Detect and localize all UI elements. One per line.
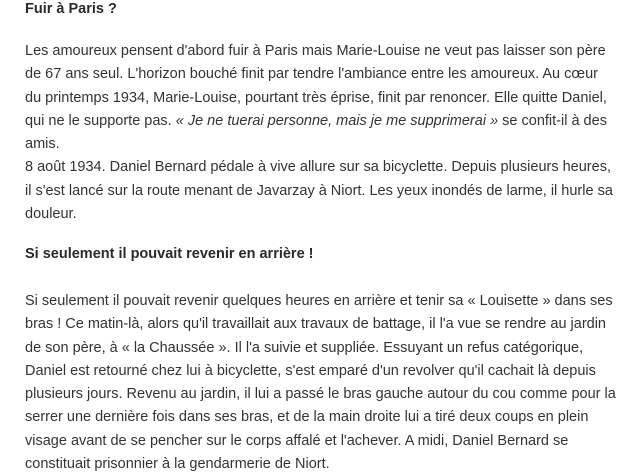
paragraph-line: bras ! Ce matin-là, alors qu'il travaillait aux travaux de battage, il l'a vue se rendre au jardin	[25, 316, 606, 333]
paragraph-line: 8 août 1934. Daniel Bernard pédale à vive allure sur sa bicyclette. Depuis plusieurs heures,	[25, 159, 611, 176]
paragraph-line: douleur.	[25, 206, 77, 223]
line-text: qui ne le supporte pas.	[25, 112, 176, 129]
section-heading-fuir-a-paris: Fuir à Paris ?	[25, 1, 117, 17]
paragraph-line: Daniel est retourné chez lui à bicyclette, s'est emparé d'un revolver qu'il cachait là depuis	[25, 362, 596, 379]
quote-text: « Je ne tuerai personne, mais je me supprimerai »	[175, 112, 499, 129]
paragraph-line: Les amoureux pensent d'abord fuir à Paris mais Marie-Louise ne veut pas laisser son père	[25, 43, 606, 59]
paragraph-line: Si seulement il pouvait revenir quelques heures en arrière et tenir sa « Louisette » dans ses	[25, 293, 613, 309]
section-heading-revenir-en-arriere: Si seulement il pouvait revenir en arrière !	[25, 246, 314, 262]
paragraph-line: serrer une dernière fois dans ses bras, et de la main droite lui a tiré deux coups en plein	[25, 409, 589, 426]
paragraph-line	[25, 110, 625, 133]
paragraph-line: il s'est lancé sur la route menant de Javarzay à Niort. Les yeux inondés de larme, il hurle sa	[25, 182, 613, 199]
paragraph-line: du printemps 1934, Marie-Louise, pourtant très éprise, finit par renoncer. Elle quitte Daniel,	[25, 89, 607, 106]
paragraph-line: plusieurs jours. Revenu au jardin, il lui a passé le bras gauche autour du cou comme pour la	[25, 386, 616, 403]
paragraph-fuir-a-paris	[25, 40, 625, 226]
paragraph-revenir-en-arriere	[25, 290, 625, 476]
line-text: se confit-il à des	[498, 112, 607, 129]
paragraph-line: de 67 ans seul. L'horizon bouché finit par tendre l'ambiance entre les amoureux. Au cœur	[25, 66, 598, 83]
paragraph-line: visage avant de se pencher sur le corps affalé et l'achever. A midi, Daniel Bernard se	[25, 432, 569, 449]
paragraph-line: de son père, à « la Chaussée ». Il l'a suivie et suppliée. Essuyant un refus catégorique,	[25, 339, 584, 356]
paragraph-line: amis.	[25, 136, 60, 153]
paragraph-line: constituait prisonnier à la gendarmerie de Niort.	[25, 456, 330, 473]
